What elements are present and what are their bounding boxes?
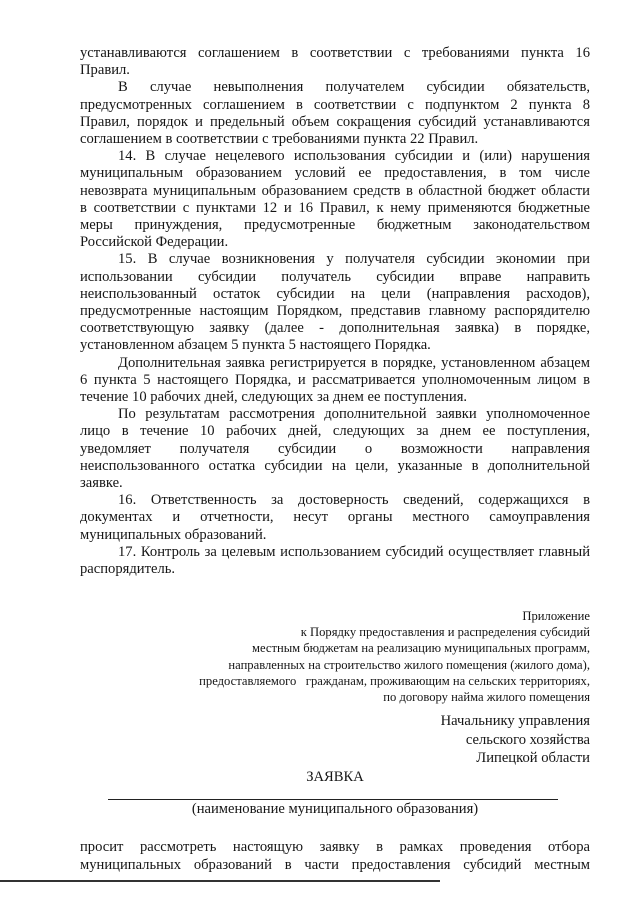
text-line: установленном абзацем 5 пункта 5 настоящего Порядка. bbox=[80, 337, 431, 354]
paragraph-14 bbox=[80, 148, 590, 251]
paragraph-13-reduction-clause bbox=[80, 79, 590, 148]
addressee-block bbox=[290, 712, 590, 768]
appendix-reference-block bbox=[150, 608, 590, 705]
text-line: заявке. bbox=[80, 475, 123, 492]
text-line: распорядитель. bbox=[80, 561, 176, 578]
text-line: Российской Федерации. bbox=[80, 234, 229, 251]
text-line: предусмотренных соглашением в соответствии с подпунктом 2 пункта 8 bbox=[80, 96, 590, 113]
addressee-line: Липецкой области bbox=[476, 750, 590, 766]
text-line: документах и отчетности, несут органы местного самоуправления bbox=[80, 509, 590, 526]
appendix-label: Приложение bbox=[522, 609, 590, 623]
text-line: в соответствии с пунктами 12 и 16 Правил, к нему применяются бюджетные bbox=[80, 199, 590, 216]
text-line: Правил. bbox=[80, 62, 130, 79]
text-line: течение 10 рабочих дней, следующих за днем ее поступления. bbox=[80, 389, 468, 406]
paragraph-13-continuation bbox=[80, 45, 590, 79]
appendix-reference-line: предоставляемого гражданам, проживающим на сельских территориях, bbox=[199, 673, 590, 688]
text-line: Правил, порядок и предельный объем сокращения субсидий устанавливаются bbox=[80, 113, 590, 130]
text-line: муниципальных образований. bbox=[80, 526, 267, 543]
paragraph-15-additional-request-registration bbox=[80, 355, 590, 407]
text-line: устанавливаются соглашением в соответствии с требованиями пункта 16 bbox=[80, 45, 590, 61]
text-line: меры принуждения, предусмотренные бюджетным законодательством bbox=[80, 217, 590, 234]
appendix-reference-line: направленных на строительство жилого помещения (жилого дома), bbox=[228, 657, 590, 672]
text-line: предусмотренные настоящим Порядком, представив главному распорядителю bbox=[80, 303, 590, 320]
text-line: 16. Ответственность за достоверность сведений, содержащихся в bbox=[118, 492, 590, 509]
text-line: муниципальных образований в части предоставления субсидий местным bbox=[80, 856, 590, 873]
request-text bbox=[80, 839, 590, 874]
text-line: просит рассмотреть настоящую заявку в рамках проведения отбора bbox=[80, 839, 590, 855]
paragraph-15 bbox=[80, 251, 590, 354]
appendix-reference-line: местным бюджетам на реализацию муниципальных программ, bbox=[251, 641, 590, 656]
municipality-name-blank bbox=[108, 799, 558, 800]
page-edge-line bbox=[0, 880, 440, 882]
text-line: уведомляет получателя субсидии о возможности направления bbox=[80, 440, 590, 457]
municipality-name-caption: (наименование муниципального образования) bbox=[191, 801, 479, 817]
text-line: соответствующую заявку (далее - дополнительная заявка) в порядке, bbox=[80, 320, 590, 337]
addressee-line: Начальнику управления bbox=[440, 713, 590, 729]
paragraph-15-review-result bbox=[80, 406, 590, 492]
text-line: По результатам рассмотрения дополнительной заявки уполномоченное bbox=[118, 406, 590, 423]
text-line: муниципальным образованием условий ее предоставления, в том числе bbox=[80, 165, 590, 182]
text-line: невозврата муниципальным образованием средств в областной бюджет области bbox=[80, 182, 590, 199]
text-line: неиспользованный остаток субсидии на цели (направления расходов), bbox=[80, 285, 590, 302]
addressee-line: сельского хозяйства bbox=[465, 731, 590, 748]
appendix-reference-line: к Порядку предоставления и распределения субсидий bbox=[300, 625, 590, 640]
application-title: ЗАЯВКА bbox=[306, 769, 364, 785]
paragraph-17 bbox=[80, 544, 590, 578]
appendix-reference-line: по договору найма жилого помещения bbox=[383, 690, 590, 705]
text-line: 6 пункта 5 настоящего Порядка, и рассматривается уполномоченным лицом в bbox=[80, 371, 590, 388]
text-line: В случае невыполнения получателем субсидии обязательств, bbox=[118, 79, 590, 96]
text-line: 17. Контроль за целевым использованием субсидий осуществляет главный bbox=[118, 543, 590, 560]
document-body bbox=[80, 45, 590, 578]
text-line: 15. В случае возникновения у получателя субсидии экономии при bbox=[118, 251, 590, 268]
paragraph-16 bbox=[80, 492, 590, 544]
text-line: соглашением в соответствии с требованиями пункта 22 Правил. bbox=[80, 131, 479, 148]
text-line: Дополнительная заявка регистрируется в порядке, установленном абзацем bbox=[118, 354, 590, 371]
text-line: 14. В случае нецелевого использования субсидии и (или) нарушения bbox=[118, 148, 590, 165]
text-line: неиспользованного остатка субсидии на цели, указанные в дополнительной bbox=[80, 457, 590, 474]
text-line: лицо в течение 10 рабочих дней, следующих за днем ее поступления, bbox=[80, 423, 590, 440]
text-line: использовании субсидии получатель субсидии вправе направить bbox=[80, 268, 590, 285]
